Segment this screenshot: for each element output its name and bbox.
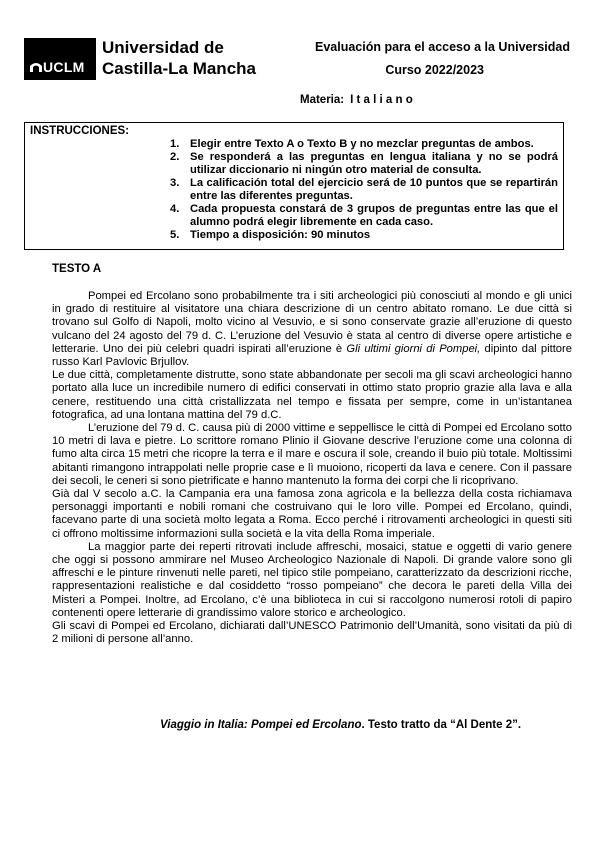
university-name [102, 37, 256, 79]
instruction-item [170, 203, 558, 229]
paragraph: Gli scavi di Pompei ed Ercolano, dichiarati dall’UNESCO Patrimonio dell’Umanità, sono visitati da più di 2 milioni di persone all’anno. [52, 620, 572, 646]
university-name-line-2: Castilla-La Mancha [102, 59, 256, 78]
paragraph: Già dal V secolo a.C. la Campania era una famosa zona agricola e la bellezza della costa richiamava personaggi importanti e nobili romani che costruivano qui le loro ville. Pompei ed Ercolano, quindi, facevano parte di una società molto legata a Roma. Ecco perché i ritrovamenti archeologici in questi siti ci offrono moltissime informazioni sulla società e la vita della Roma imperiale. [52, 488, 572, 540]
university-logo [24, 38, 96, 80]
instruction-number: 3. [170, 177, 180, 189]
instruction-number: 4. [170, 203, 180, 215]
exam-subject [300, 94, 416, 106]
instruction-text: Tiempo a disposición: 90 minutos [190, 229, 371, 241]
instructions-box [24, 122, 564, 250]
exam-course: Curso 2022/2023 [385, 63, 484, 77]
paragraph: Le due città, completamente distrutte, sono state abbandonate per secoli ma gli scavi archeologici hanno portato alla luce un incredibile numero di edifici conservati in ottimo stato proprio grazie alla lava e alla cenere, restituendo una città cristallizzata nel tempo e fissata per sempre, come in un’istantanea fotografica, ad una lontana mattina del 79 d.C. [52, 369, 572, 421]
instruction-number: 5. [170, 229, 180, 241]
instruction-text: Cada propuesta constará de 3 grupos de preguntas entre las que el alumno podrá elegir libremente en cada caso. [190, 203, 558, 228]
instruction-number: 1. [170, 138, 180, 150]
instruction-number: 2. [170, 151, 180, 163]
paragraph-text: Pompei ed Ercolano sono probabilmente tra i siti archeologici più conosciuti al mondo e gli unici in grado di restituire al visitatore una chiara descrizione di un centro abitato romano. Le due città si trovano sul Golfo di Napoli, molto vicino al Vesuvio, e si sono conservate grazie all’eruzione di questo vulcano del 24 agosto del 79 d. C. L’eruzione del Vesuvio è stata al centro di diverse opere artistiche e letterarie. Uno dei più celebri quadri ispirati all’eruzione è [52, 290, 572, 355]
subject-value: Italiano [350, 94, 416, 106]
university-name-line-1: Universidad de [102, 38, 224, 57]
logo-mark-icon [29, 61, 43, 73]
instruction-item [170, 229, 558, 242]
paragraph: La maggior parte dei reperti ritrovati include affreschi, mosaici, statue e oggetti di vario genere che oggi si possono ammirare nel Museo Archeologico Nazionale di Napoli. Di grande valore sono gli affreschi e le pinture rinvenuti nelle pareti, nel tipico stile pompeiano, caratterizzato da descrizioni ricche, rappresentazioni realistiche e dal cosiddetto “rosso pompeiano” che decora le pareti della Villa dei Misteri a Pompei. Inoltre, ad Ercolano, c’è una biblioteca in cui si raccolgono numerosi rotoli di papiro contenenti opere letterarie di grandissimo valore storico e archeologico. [52, 540, 572, 619]
reading-text [52, 290, 572, 646]
instruction-item [170, 138, 558, 151]
instructions-label: INSTRUCCIONES: [30, 125, 130, 137]
paragraph [52, 290, 572, 369]
subject-label: Materia: [300, 94, 345, 106]
source-title: Viaggio in Italia: Pompei ed Ercolano [160, 719, 362, 731]
instruction-item [170, 151, 558, 177]
instruction-text: La calificación total del ejercicio será de 10 puntos que se repartirán entre las diferentes preguntas. [190, 177, 558, 202]
logo-acronym: UCLM [43, 59, 85, 75]
source-citation [160, 719, 580, 731]
paragraph: L’eruzione del 79 d. C. causa più di 2000 vittime e seppellisce le città di Pompei ed Ercolano sotto 10 metri di lava e pietre. Lo scrittore romano Plinio il Giovane descrive l’eruzione come una colonna di fumo alta circa 15 metri che ricopre la terra e il mare e oscura il sole, creando il buio più totale. Moltissimi abitanti rimangono intrappolati nelle proprie case e lì muoiono, ricoperti da lava e cenere. Con il passare dei secoli, le ceneri si sono pietrificate e hanno mantenuto la forma dei corpi che li ricoprivano. [52, 422, 572, 487]
painting-title: Gli ultimi giorni di Pompei, [346, 342, 481, 355]
source-rest: . Testo tratto da “Al Dente 2”. [361, 719, 522, 731]
section-title: TESTO A [52, 263, 102, 275]
instruction-item [170, 177, 558, 203]
paragraph-text: dipinto dal pittore russo Karl Pavlovic Brjullov. [52, 342, 572, 369]
instructions-list [170, 138, 558, 242]
instruction-text: Elegir entre Texto A o Texto B y no mezclar preguntas de ambos. [190, 138, 534, 150]
instruction-text: Se responderá a las preguntas en lengua italiana y no se podrá utilizar diccionario ni ningún otro material de consulta. [190, 151, 558, 176]
exam-title: Evaluación para el acceso a la Universidad [315, 40, 570, 54]
